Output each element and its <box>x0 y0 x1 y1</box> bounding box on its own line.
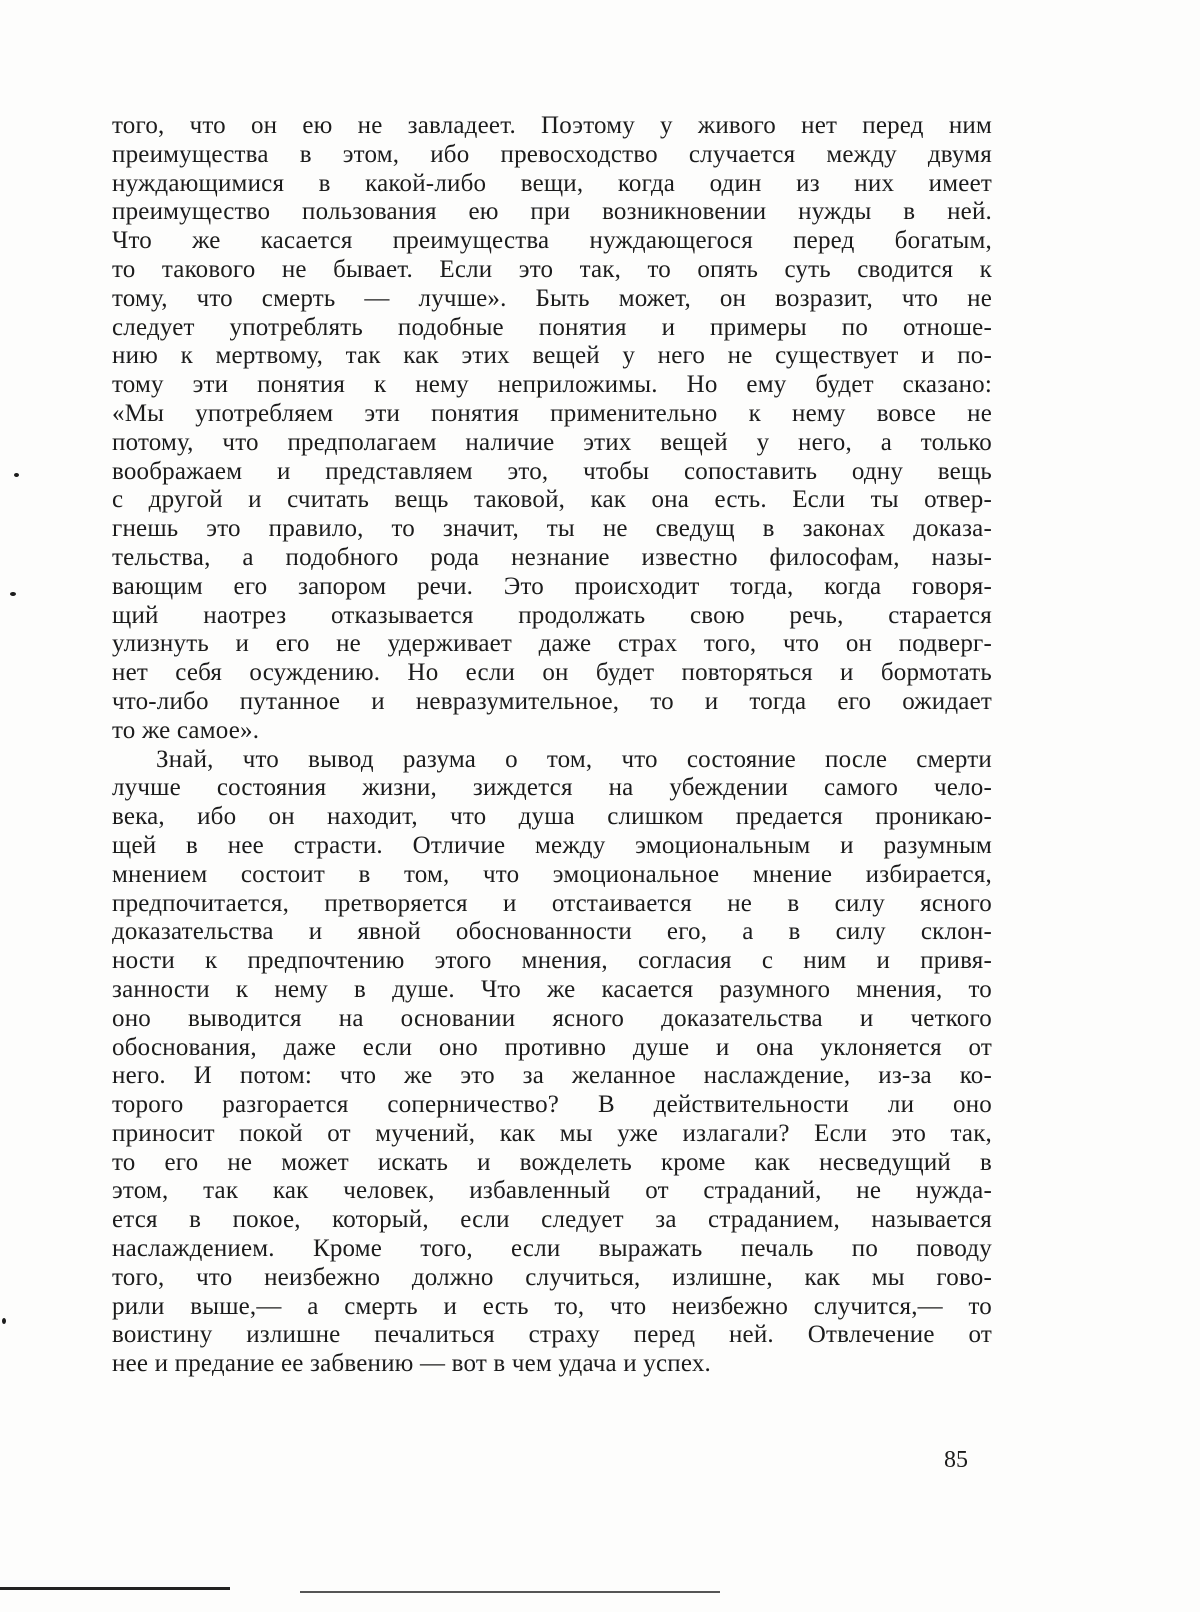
text-line: что-либо путанное и невразумительное, то и тогда его ожидает <box>112 687 992 715</box>
text-line: потому, что предполагаем наличие этих вещей у него, а только <box>112 428 992 456</box>
text-line: воображаем и представляем это, чтобы сопоставить одну вещь <box>112 457 992 485</box>
text-line: ности к предпочтению этого мнения, согласия с ним и привя- <box>112 947 992 975</box>
text-line: тому эти понятия к нему неприложимы. Но ему будет сказано: <box>112 371 992 399</box>
text-line: того, что он ею не завладеет. Поэтому у живого нет перед ним <box>112 112 992 139</box>
text-line: то его не может искать и вожделеть кроме как несведущий в <box>112 1148 992 1176</box>
text-line: то же самое». <box>112 716 260 744</box>
text-line: ется в покое, который, если следует за страданием, называется <box>112 1206 992 1234</box>
text-line: преимущество пользования ею при возникновении нужды в ней. <box>112 198 992 226</box>
paragraph <box>112 746 992 1380</box>
text-line: нию к мертвому, так как этих вещей у него не существует и по- <box>112 342 992 370</box>
text-line: воистину излишне печалиться страху перед ней. Отвлечение от <box>112 1321 992 1349</box>
text-line: мнением состоит в том, что эмоциональное мнение избирается, <box>112 860 992 888</box>
text-line: века, ибо он находит, что душа слишком предается проникаю- <box>112 803 992 831</box>
text-line: с другой и считать вещь таковой, как она есть. Если ты отвер- <box>112 486 992 514</box>
text-line: тельства, а подобного рода незнание известно философам, назы- <box>112 543 992 571</box>
text-line: лучше состояния жизни, зиждется на убеждении самого чело- <box>112 774 992 802</box>
text-line: следует употреблять подобные понятия и примеры по отноше- <box>112 313 992 341</box>
text-line: наслаждением. Кроме того, если выражать печаль по поводу <box>112 1235 992 1263</box>
text-line: вающим его запором речи. Это происходит тогда, когда говоря- <box>112 572 992 600</box>
text-line: преимущества в этом, ибо превосходство случается между двумя <box>112 140 992 168</box>
text-line: нее и предание ее забвению — вот в чем удача и успех. <box>112 1350 711 1378</box>
text-line: торого разгорается соперничество? В действительности ли оно <box>112 1091 992 1119</box>
text-line: «Мы употребляем эти понятия применительно к нему вовсе не <box>112 399 992 427</box>
paragraph <box>112 112 992 746</box>
text-line: предпочитается, претворяется и отстаивается не в силу ясного <box>112 889 992 917</box>
text-line: оно выводится на основании ясного доказательства и четкого <box>112 1004 992 1032</box>
text-line: этом, так как человек, избавленный от страданий, не нужда- <box>112 1177 992 1205</box>
text-line: щей в нее страсти. Отличие между эмоциональным и разумным <box>112 831 992 859</box>
page-number: 85 <box>944 1447 968 1473</box>
text-line: того, что неизбежно должно случиться, излишне, как мы гово- <box>112 1263 992 1291</box>
text-line: доказательства и явной обоснованности его, а в силу склон- <box>112 918 992 946</box>
text-line: приносит покой от мучений, как мы уже излагали? Если это так, <box>112 1119 992 1147</box>
scan-edge-line <box>0 1587 230 1590</box>
text-line: тому, что смерть — лучше». Быть может, он возразит, что не <box>112 284 992 312</box>
margin-speck <box>2 1318 6 1324</box>
text-line: обоснования, даже если оно противно душе и она уклоняется от <box>112 1033 992 1061</box>
text-line: улизнуть и его не удерживает даже страх того, что он подверг- <box>112 630 992 658</box>
text-line: нуждающимися в какой-либо вещи, когда один из них имеет <box>112 169 992 197</box>
text-line: него. И потом: что же это за желанное наслаждение, из-за ко- <box>112 1062 992 1090</box>
text-line: рили выше,— а смерть и есть то, что неизбежно случится,— то <box>112 1292 992 1320</box>
body-text <box>112 112 992 1379</box>
text-line: гнешь это правило, то значит, ты не сведущ в законах доказа- <box>112 515 992 543</box>
text-line: то такового не бывает. Если это так, то опять суть сводится к <box>112 255 992 283</box>
text-line: занности к нему в душе. Что же касается разумного мнения, то <box>112 975 992 1003</box>
text-line: Что же касается преимущества нуждающегося перед богатым, <box>112 227 992 255</box>
text-line: щий наотрез отказывается продолжать свою речь, старается <box>112 601 992 629</box>
margin-speck <box>10 592 16 596</box>
scan-edge-line <box>300 1591 720 1593</box>
text-line: нет себя осуждению. Но если он будет повторяться и бормотать <box>112 659 992 687</box>
margin-speck <box>14 473 19 477</box>
text-line: Знай, что вывод разума о том, что состояние после смерти <box>156 745 992 773</box>
